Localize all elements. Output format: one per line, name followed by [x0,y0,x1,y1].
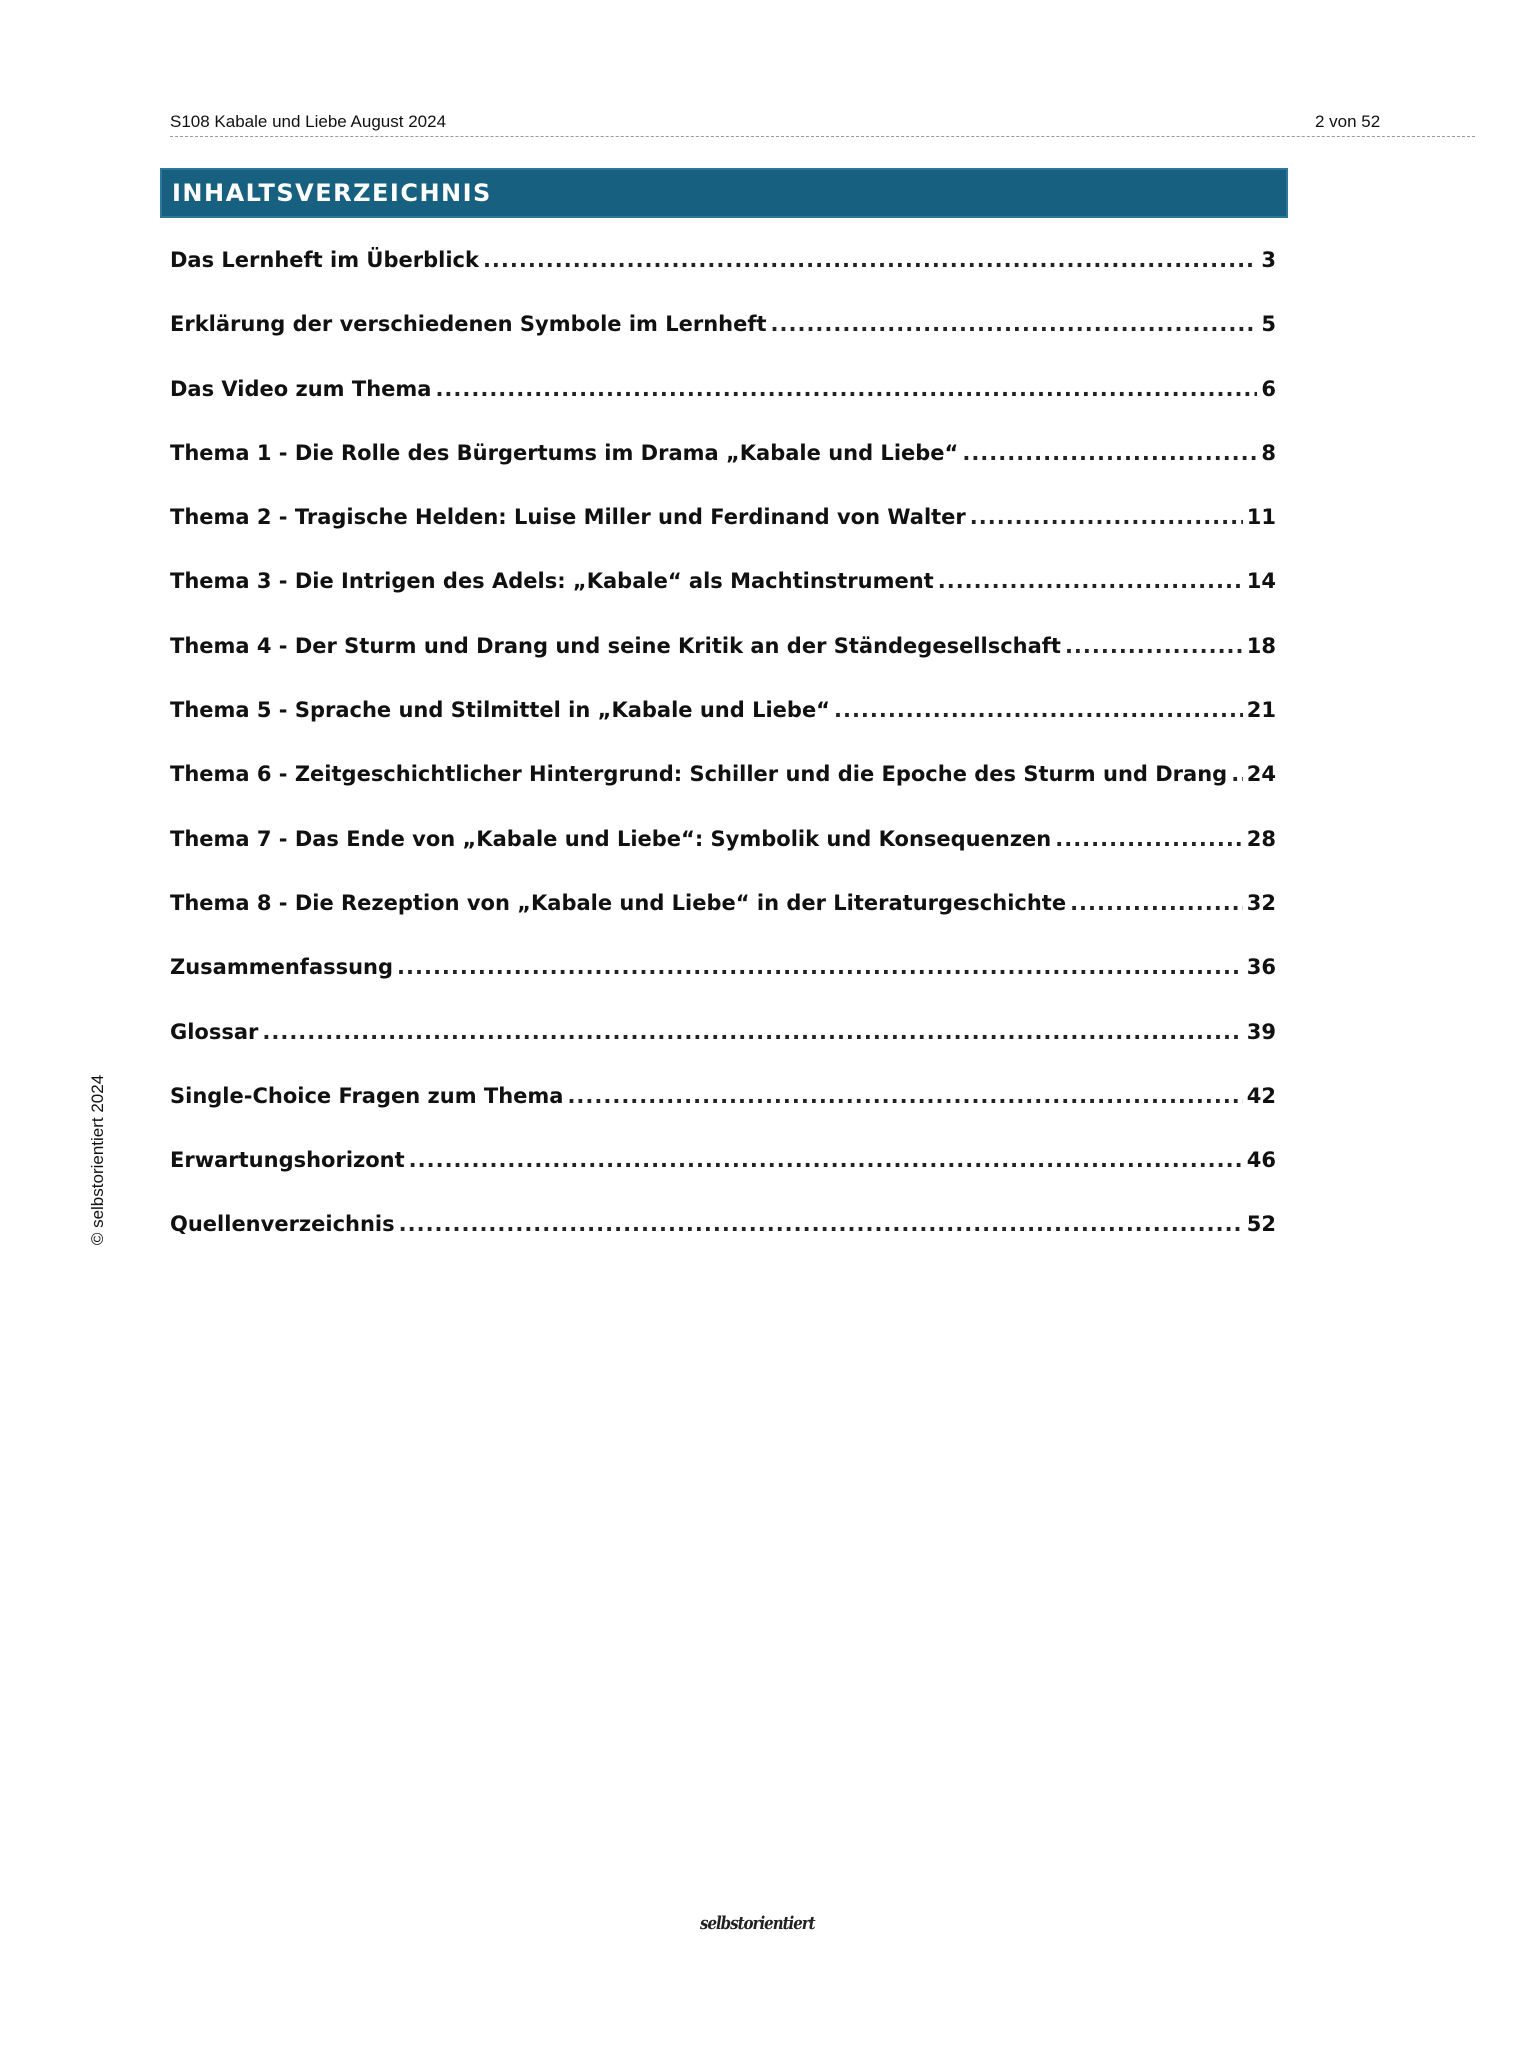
toc-entry-title: Thema 5 - Sprache und Stilmittel in „Kabale und Liebe“ [170,698,830,723]
copyright-notice: © selbstorientiert 2024 [88,1074,107,1246]
toc-entry[interactable] [170,955,1276,1019]
toc-dot-leader [483,248,1257,272]
toc-entry-page: 21 [1246,698,1276,723]
toc-entry[interactable] [170,827,1276,891]
page-number: 2 von 52 [1315,112,1381,131]
toc-dot-leader [1065,634,1243,658]
toc-entry-page: 28 [1246,826,1276,851]
toc-entry-title: Glossar [170,1019,259,1044]
toc-dot-leader [962,441,1257,465]
toc-entry-page: 3 [1261,248,1276,272]
toc-entry-page: 39 [1246,1019,1276,1044]
toc-entry-page: 6 [1261,376,1276,401]
toc-dot-leader [567,1084,1242,1108]
toc-dot-leader [435,377,1257,401]
toc-entry[interactable] [170,505,1276,569]
toc-entry[interactable] [170,634,1276,698]
toc-entry[interactable] [170,1020,1276,1084]
toc-entry-page: 36 [1246,955,1276,980]
table-of-contents [170,248,1276,1277]
toc-entry-title: Thema 7 - Das Ende von „Kabale und Liebe“: Symbolik und Konsequenzen [170,826,1052,851]
toc-entry-title: Thema 2 - Tragische Helden: Luise Miller und Ferdinand von Walter [170,505,966,530]
toc-entry-title: Thema 6 - Zeitgeschichtlicher Hintergrund: Schiller und die Epoche des Sturm und Drang [170,762,1228,787]
toc-heading: INHALTSVERZEICHNIS [160,168,1288,218]
toc-entry-page: 52 [1246,1212,1276,1237]
toc-entry-page: 46 [1246,1148,1276,1173]
toc-entry-title: Single-Choice Fragen zum Thema [170,1083,564,1108]
toc-dot-leader [397,955,1243,979]
toc-entry[interactable] [170,1084,1276,1148]
toc-entry[interactable] [170,1212,1276,1276]
toc-entry-title: Quellenverzeichnis [170,1212,395,1237]
toc-entry[interactable] [170,1148,1276,1212]
toc-dot-leader [1070,891,1243,915]
toc-dot-leader [834,698,1243,722]
toc-dot-leader [938,569,1243,593]
toc-entry-page: 5 [1261,312,1276,337]
toc-entry[interactable] [170,312,1276,376]
page-header [170,108,1475,137]
toc-entry-page: 11 [1246,505,1276,530]
toc-entry[interactable] [170,762,1276,826]
document-title: S108 Kabale und Liebe August 2024 [170,112,447,131]
toc-dot-leader [1055,827,1243,851]
toc-entry[interactable] [170,569,1276,633]
toc-entry-page: 14 [1246,569,1276,594]
toc-entry[interactable] [170,891,1276,955]
toc-entry[interactable] [170,441,1276,505]
toc-entry-title: Das Video zum Thema [170,376,432,401]
toc-dot-leader [409,1148,1243,1172]
toc-entry-title: Zusammenfassung [170,955,394,980]
toc-entry-title: Erwartungshorizont [170,1148,405,1173]
toc-dot-leader [771,312,1258,336]
toc-entry-title: Thema 3 - Die Intrigen des Adels: „Kabale“ als Machtinstrument [170,569,934,594]
toc-entry-page: 18 [1246,633,1276,658]
toc-dot-leader [399,1212,1243,1236]
toc-entry[interactable] [170,698,1276,762]
toc-entry-title: Thema 8 - Die Rezeption von „Kabale und Liebe“ in der Literaturgeschichte [170,890,1067,915]
toc-dot-leader [970,505,1243,529]
toc-dot-leader [1231,762,1243,786]
toc-entry-title: Thema 1 - Die Rolle des Bürgertums im Drama „Kabale und Liebe“ [170,440,959,465]
toc-entry[interactable] [170,377,1276,441]
toc-entry-title: Erklärung der verschiedenen Symbole im Lernheft [170,312,767,337]
toc-dot-leader [262,1020,1242,1044]
footer-logo: selbstorientiert [700,1912,815,1934]
toc-entry-title: Thema 4 - Der Sturm und Drang und seine Kritik an der Ständegesellschaft [170,633,1061,658]
toc-entry-page: 42 [1246,1083,1276,1108]
toc-entry[interactable] [170,248,1276,312]
toc-entry-title: Das Lernheft im Überblick [170,248,479,272]
toc-entry-page: 8 [1261,440,1276,465]
toc-entry-page: 32 [1246,890,1276,915]
toc-entry-page: 24 [1246,762,1276,787]
